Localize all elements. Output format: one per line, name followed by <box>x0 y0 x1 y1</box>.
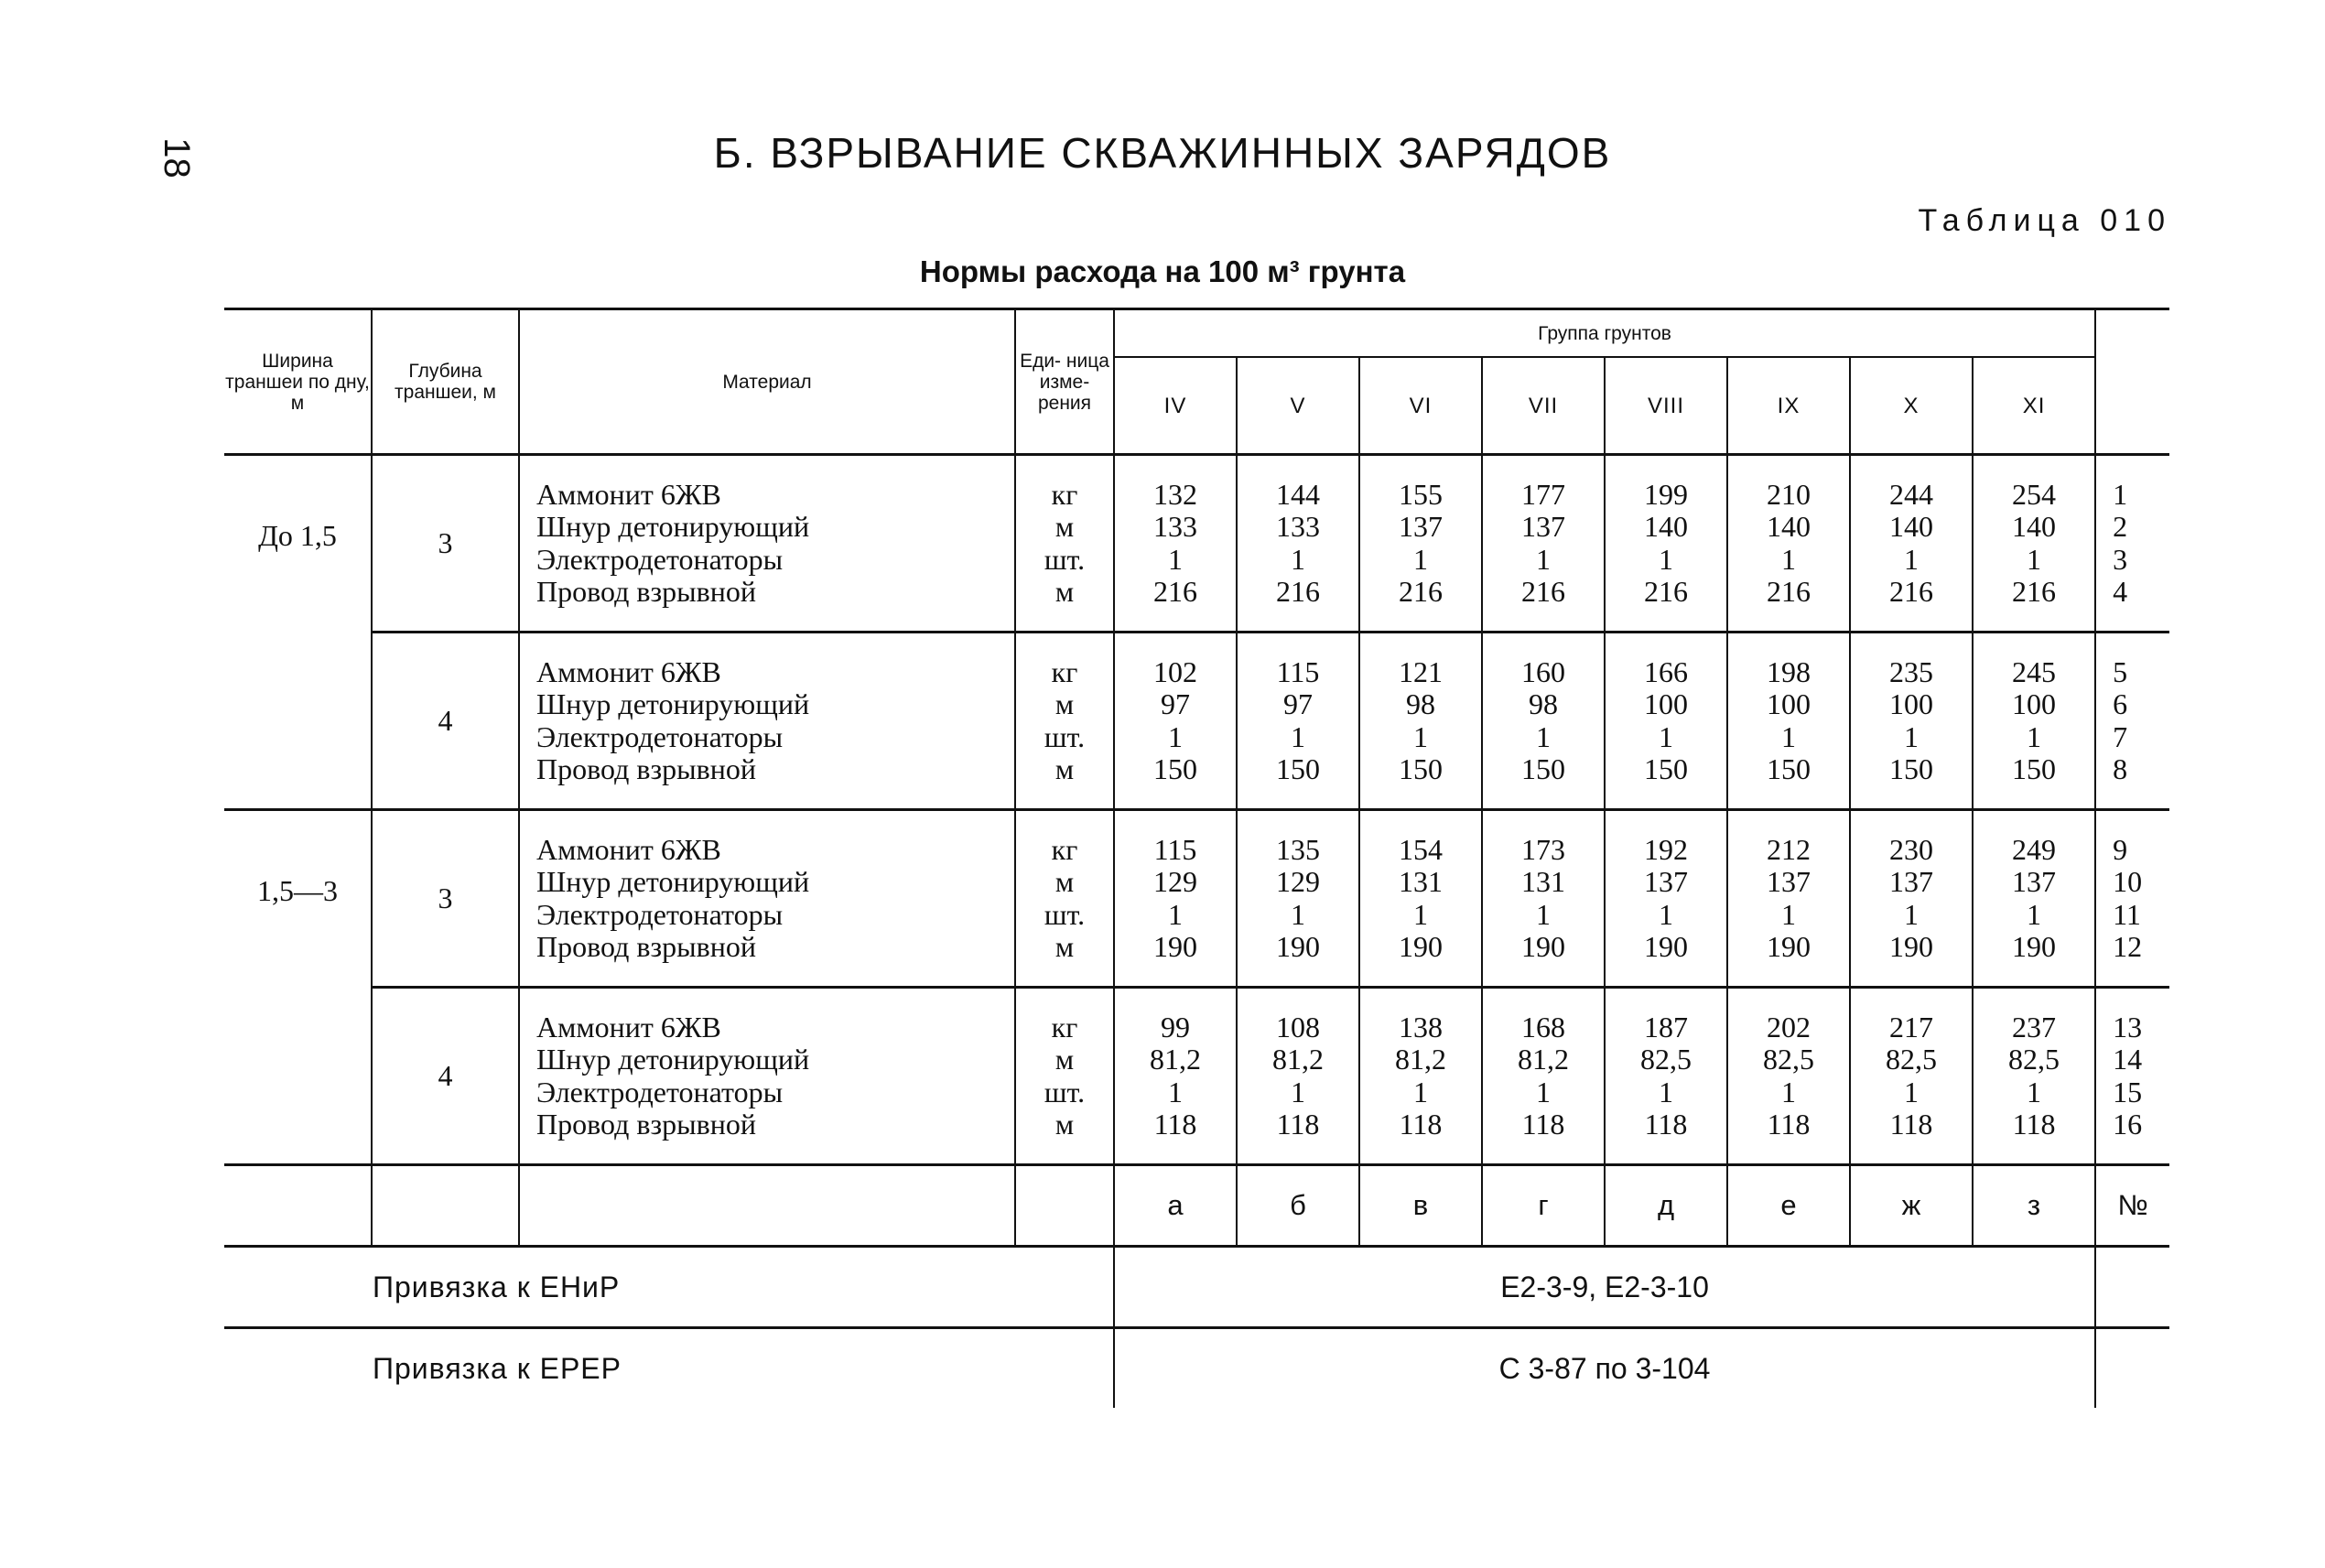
unit-value: м <box>1054 1043 1075 1076</box>
row-number: 6 <box>2113 687 2128 720</box>
column-letter: ж <box>1850 1165 1973 1247</box>
header-number-col <box>2095 309 2169 455</box>
table-subtitle: Нормы расхода на 100 м³ грунта <box>919 254 1406 288</box>
row-number: 15 <box>2113 1075 2143 1108</box>
norm-value: 1 <box>1413 542 1428 576</box>
header-group-v: V <box>1237 357 1359 455</box>
norm-value: 1 <box>1168 542 1183 576</box>
norm-value: 121 <box>1399 654 1443 688</box>
norm-value: 1 <box>1413 897 1428 931</box>
row-number: 3 <box>2113 542 2128 576</box>
norm-value: 150 <box>1153 752 1197 785</box>
norm-value: 1 <box>1413 1075 1428 1108</box>
column-letter: г <box>1482 1165 1605 1247</box>
norm-value: 140 <box>1889 510 1933 543</box>
norm-value: 1 <box>2027 897 2042 931</box>
norm-value: 1 <box>1781 1075 1796 1108</box>
material-name: Аммонит 6ЖВ <box>536 654 721 688</box>
norm-value: 1 <box>1904 1075 1919 1108</box>
row-number-cell <box>2095 455 2169 633</box>
norm-value: 118 <box>1399 1108 1443 1141</box>
unit-value: м <box>1054 752 1075 785</box>
norm-value: 98 <box>1529 687 1558 720</box>
value-cell <box>1850 810 1973 988</box>
norm-value: 137 <box>1644 865 1688 898</box>
depth-cell: 3 <box>372 455 519 633</box>
table-row <box>224 633 2169 810</box>
norm-value: 230 <box>1889 832 1933 866</box>
row-number: 14 <box>2113 1043 2143 1076</box>
value-cell <box>1727 633 1850 810</box>
norm-value: 1 <box>1781 719 1796 753</box>
norm-value: 81,2 <box>1272 1043 1324 1076</box>
norm-value: 150 <box>1644 752 1688 785</box>
norm-value: 137 <box>1889 865 1933 898</box>
norm-value: 173 <box>1521 832 1565 866</box>
table-row <box>224 988 2169 1165</box>
norm-value: 118 <box>1889 1108 1933 1141</box>
depth-cell: 3 <box>372 810 519 988</box>
norm-value: 97 <box>1283 687 1313 720</box>
erer-value: С 3-87 по 3-104 <box>1114 1328 2095 1409</box>
value-cell <box>1605 988 1727 1165</box>
norm-value: 235 <box>1889 654 1933 688</box>
value-cell <box>1114 988 1237 1165</box>
erer-row <box>224 1328 2169 1409</box>
value-cell <box>1359 988 1482 1165</box>
unit-value: шт. <box>1044 719 1086 753</box>
row-number: 9 <box>2113 832 2128 866</box>
value-cell <box>1482 633 1605 810</box>
norm-value: 150 <box>1399 752 1443 785</box>
enir-label: Привязка к ЕНиР <box>224 1247 1114 1328</box>
norm-value: 102 <box>1153 654 1197 688</box>
value-cell <box>1973 988 2095 1165</box>
norm-value: 133 <box>1153 510 1197 543</box>
unit-cell <box>1015 633 1114 810</box>
norms-table <box>224 308 2169 1408</box>
unit-cell <box>1015 455 1114 633</box>
value-cell <box>1237 810 1359 988</box>
norm-value: 99 <box>1161 1010 1190 1044</box>
value-cell <box>1605 810 1727 988</box>
value-cell <box>1850 455 1973 633</box>
norm-value: 140 <box>1767 510 1811 543</box>
norm-value: 138 <box>1399 1010 1443 1044</box>
norm-value: 216 <box>1153 575 1197 608</box>
norm-value: 1 <box>1291 1075 1305 1108</box>
row-number: 2 <box>2113 510 2128 543</box>
value-cell <box>1973 455 2095 633</box>
norm-value: 1 <box>1904 542 1919 576</box>
header-group-iv: IV <box>1114 357 1237 455</box>
unit-value: шт. <box>1044 897 1086 931</box>
norm-value: 118 <box>1767 1108 1811 1141</box>
value-cell <box>1482 988 1605 1165</box>
value-cell <box>1727 810 1850 988</box>
value-cell <box>1237 633 1359 810</box>
material-name: Провод взрывной <box>536 930 756 963</box>
norm-value: 212 <box>1767 832 1811 866</box>
section-heading: Б. ВЗРЫВАНИЕ СКВАЖИННЫХ ЗАРЯДОВ <box>713 129 1612 177</box>
norm-value: 199 <box>1644 477 1688 511</box>
row-number: 12 <box>2113 930 2143 963</box>
column-letter: з <box>1973 1165 2095 1247</box>
norm-value: 115 <box>1153 832 1197 866</box>
value-cell <box>1114 455 1237 633</box>
material-cell <box>519 455 1015 633</box>
norm-value: 137 <box>1767 865 1811 898</box>
value-cell <box>1237 988 1359 1165</box>
header-soil-group: Группа грунтов <box>1114 309 2095 358</box>
norm-value: 216 <box>1767 575 1811 608</box>
unit-value: м <box>1054 1108 1075 1141</box>
norm-value: 1 <box>1291 719 1305 753</box>
row-number: 5 <box>2113 654 2128 688</box>
header-group-xi: XI <box>1973 357 2095 455</box>
column-letter-row <box>224 1165 2169 1247</box>
material-name: Провод взрывной <box>536 1108 756 1141</box>
header-width: Ширина траншеи по дну, м <box>224 309 372 455</box>
column-letter: д <box>1605 1165 1727 1247</box>
material-cell <box>519 633 1015 810</box>
norm-value: 137 <box>1399 510 1443 543</box>
norm-value: 115 <box>1276 654 1320 688</box>
norm-value: 118 <box>1521 1108 1565 1141</box>
value-cell <box>1482 810 1605 988</box>
header-depth: Глубина траншеи, м <box>372 309 519 455</box>
norm-value: 1 <box>1904 897 1919 931</box>
page-number: 18 <box>156 137 197 178</box>
norm-value: 245 <box>2012 654 2057 688</box>
norm-value: 150 <box>1276 752 1320 785</box>
table-body <box>224 455 2169 1165</box>
norm-value: 187 <box>1644 1010 1688 1044</box>
value-cell <box>1605 455 1727 633</box>
norm-value: 1 <box>1659 1075 1673 1108</box>
value-cell <box>1359 455 1482 633</box>
header-group-vi: VI <box>1359 357 1482 455</box>
norm-value: 118 <box>1644 1108 1688 1141</box>
row-number: 7 <box>2113 719 2128 753</box>
table-number: Таблица 010 <box>1918 203 2171 238</box>
header-group-viii: VIII <box>1605 357 1727 455</box>
norm-value: 216 <box>1889 575 1933 608</box>
value-cell <box>1114 633 1237 810</box>
norm-value: 1 <box>1168 719 1183 753</box>
norm-value: 137 <box>1521 510 1565 543</box>
norm-value: 190 <box>1889 930 1933 963</box>
norm-value: 98 <box>1406 687 1435 720</box>
norm-value: 217 <box>1889 1010 1933 1044</box>
unit-cell <box>1015 810 1114 988</box>
norm-value: 216 <box>2012 575 2057 608</box>
unit-value: шт. <box>1044 542 1086 576</box>
norm-value: 82,5 <box>2008 1043 2060 1076</box>
norm-value: 100 <box>1767 687 1811 720</box>
table-row <box>224 810 2169 988</box>
norm-value: 1 <box>2027 719 2042 753</box>
norm-value: 155 <box>1399 477 1443 511</box>
norm-value: 81,2 <box>1395 1043 1446 1076</box>
column-letter: б <box>1237 1165 1359 1247</box>
enir-row <box>224 1247 2169 1328</box>
norm-value: 150 <box>1889 752 1933 785</box>
material-name: Электродетонаторы <box>536 719 784 753</box>
norm-value: 1 <box>1904 719 1919 753</box>
erer-label: Привязка к ЕРЕР <box>224 1328 1114 1409</box>
norm-value: 131 <box>1521 865 1565 898</box>
norm-value: 129 <box>1153 865 1197 898</box>
norm-value: 168 <box>1521 1010 1565 1044</box>
norm-value: 150 <box>1767 752 1811 785</box>
norm-value: 118 <box>1153 1108 1197 1141</box>
norm-value: 81,2 <box>1518 1043 1569 1076</box>
norm-value: 202 <box>1767 1010 1811 1044</box>
row-number-cell <box>2095 988 2169 1165</box>
norm-value: 131 <box>1399 865 1443 898</box>
norm-value: 1 <box>1659 719 1673 753</box>
norm-value: 97 <box>1161 687 1190 720</box>
norm-value: 1 <box>1291 542 1305 576</box>
norm-value: 140 <box>1644 510 1688 543</box>
row-number: 4 <box>2113 575 2128 608</box>
value-cell <box>1482 455 1605 633</box>
row-number: 13 <box>2113 1010 2143 1044</box>
norm-value: 190 <box>2012 930 2057 963</box>
value-cell <box>1359 633 1482 810</box>
value-cell <box>1359 810 1482 988</box>
norm-value: 1 <box>1291 897 1305 931</box>
norm-value: 100 <box>1889 687 1933 720</box>
norm-value: 177 <box>1521 477 1565 511</box>
norm-value: 190 <box>1767 930 1811 963</box>
unit-value: м <box>1054 510 1075 543</box>
value-cell <box>1605 633 1727 810</box>
norm-value: 190 <box>1276 930 1320 963</box>
material-name: Провод взрывной <box>536 575 756 608</box>
material-name: Шнур детонирующий <box>536 687 810 720</box>
unit-value: м <box>1054 575 1075 608</box>
norm-value: 82,5 <box>1763 1043 1814 1076</box>
norm-value: 210 <box>1767 477 1811 511</box>
material-name: Шнур детонирующий <box>536 865 810 898</box>
norm-value: 1 <box>1781 897 1796 931</box>
column-letter: а <box>1114 1165 1237 1247</box>
column-letter: в <box>1359 1165 1482 1247</box>
norm-value: 1 <box>1413 719 1428 753</box>
norm-value: 198 <box>1767 654 1811 688</box>
norm-value: 244 <box>1889 477 1933 511</box>
unit-value: кг <box>1051 477 1078 511</box>
norm-value: 81,2 <box>1150 1043 1201 1076</box>
value-cell <box>1237 455 1359 633</box>
column-letter: е <box>1727 1165 1850 1247</box>
depth-cell: 4 <box>372 988 519 1165</box>
norm-value: 216 <box>1644 575 1688 608</box>
material-name: Электродетонаторы <box>536 897 784 931</box>
norm-value: 100 <box>2012 687 2057 720</box>
norm-value: 190 <box>1644 930 1688 963</box>
row-number: 16 <box>2113 1108 2143 1141</box>
norm-value: 132 <box>1153 477 1197 511</box>
row-number-cell <box>2095 633 2169 810</box>
header-group-vii: VII <box>1482 357 1605 455</box>
material-name: Шнур детонирующий <box>536 510 810 543</box>
material-cell <box>519 988 1015 1165</box>
norm-value: 1 <box>2027 1075 2042 1108</box>
norm-value: 1 <box>1536 897 1551 931</box>
norm-value: 1 <box>1536 1075 1551 1108</box>
row-number-cell <box>2095 810 2169 988</box>
norm-value: 166 <box>1644 654 1688 688</box>
unit-value: кг <box>1051 832 1078 866</box>
norm-value: 160 <box>1521 654 1565 688</box>
value-cell <box>1973 633 2095 810</box>
unit-value: кг <box>1051 1010 1078 1044</box>
depth-cell: 4 <box>372 633 519 810</box>
norm-value: 137 <box>2012 865 2057 898</box>
norm-value: 1 <box>1536 542 1551 576</box>
unit-value: кг <box>1051 654 1078 688</box>
value-cell <box>1850 988 1973 1165</box>
norm-value: 150 <box>2012 752 2057 785</box>
norm-value: 118 <box>2012 1108 2056 1141</box>
value-cell <box>1114 810 1237 988</box>
unit-cell <box>1015 988 1114 1165</box>
row-number: 8 <box>2113 752 2128 785</box>
material-name: Провод взрывной <box>536 752 756 785</box>
unit-value: м <box>1054 687 1075 720</box>
norm-value: 1 <box>1168 1075 1183 1108</box>
row-number: 1 <box>2113 477 2128 511</box>
material-name: Аммонит 6ЖВ <box>536 832 721 866</box>
material-name: Электродетонаторы <box>536 1075 784 1108</box>
value-cell <box>1973 810 2095 988</box>
norm-value: 118 <box>1276 1108 1320 1141</box>
number-sign: № <box>2095 1165 2169 1247</box>
norm-value: 237 <box>2012 1010 2057 1044</box>
enir-value: Е2-3-9, Е2-3-10 <box>1114 1247 2095 1328</box>
norm-value: 135 <box>1276 832 1320 866</box>
material-name: Аммонит 6ЖВ <box>536 1010 721 1044</box>
material-cell <box>519 810 1015 988</box>
norm-value: 1 <box>2027 542 2042 576</box>
norm-value: 190 <box>1153 930 1197 963</box>
norm-value: 82,5 <box>1886 1043 1937 1076</box>
norm-value: 1 <box>1659 542 1673 576</box>
header-unit: Еди- ница изме- рения <box>1015 309 1114 455</box>
norm-value: 1 <box>1781 542 1796 576</box>
unit-value: шт. <box>1044 1075 1086 1108</box>
norm-value: 249 <box>2012 832 2057 866</box>
norm-value: 1 <box>1536 719 1551 753</box>
width-cell: До 1,5 <box>224 455 372 810</box>
norm-value: 190 <box>1521 930 1565 963</box>
norm-value: 140 <box>2012 510 2057 543</box>
norm-value: 144 <box>1276 477 1320 511</box>
norm-value: 154 <box>1399 832 1443 866</box>
norm-value: 108 <box>1276 1010 1320 1044</box>
value-cell <box>1727 988 1850 1165</box>
material-name: Шнур детонирующий <box>536 1043 810 1076</box>
table-row <box>224 455 2169 633</box>
norm-value: 190 <box>1399 930 1443 963</box>
norm-value: 254 <box>2012 477 2057 511</box>
norm-value: 133 <box>1276 510 1320 543</box>
width-cell: 1,5—3 <box>224 810 372 1165</box>
header-material: Материал <box>519 309 1015 455</box>
norm-value: 216 <box>1399 575 1443 608</box>
unit-value: м <box>1054 865 1075 898</box>
value-cell <box>1850 633 1973 810</box>
norm-value: 129 <box>1276 865 1320 898</box>
norm-value: 150 <box>1521 752 1565 785</box>
norm-value: 216 <box>1521 575 1565 608</box>
material-name: Аммонит 6ЖВ <box>536 477 721 511</box>
norm-value: 192 <box>1644 832 1688 866</box>
norm-value: 82,5 <box>1640 1043 1692 1076</box>
unit-value: м <box>1054 930 1075 963</box>
row-number: 10 <box>2113 865 2143 898</box>
material-name: Электродетонаторы <box>536 542 784 576</box>
value-cell <box>1727 455 1850 633</box>
norm-value: 216 <box>1276 575 1320 608</box>
row-number: 11 <box>2113 897 2141 931</box>
norm-value: 1 <box>1168 897 1183 931</box>
norm-value: 100 <box>1644 687 1688 720</box>
header-group-x: X <box>1850 357 1973 455</box>
norm-value: 1 <box>1659 897 1673 931</box>
header-group-ix: IX <box>1727 357 1850 455</box>
